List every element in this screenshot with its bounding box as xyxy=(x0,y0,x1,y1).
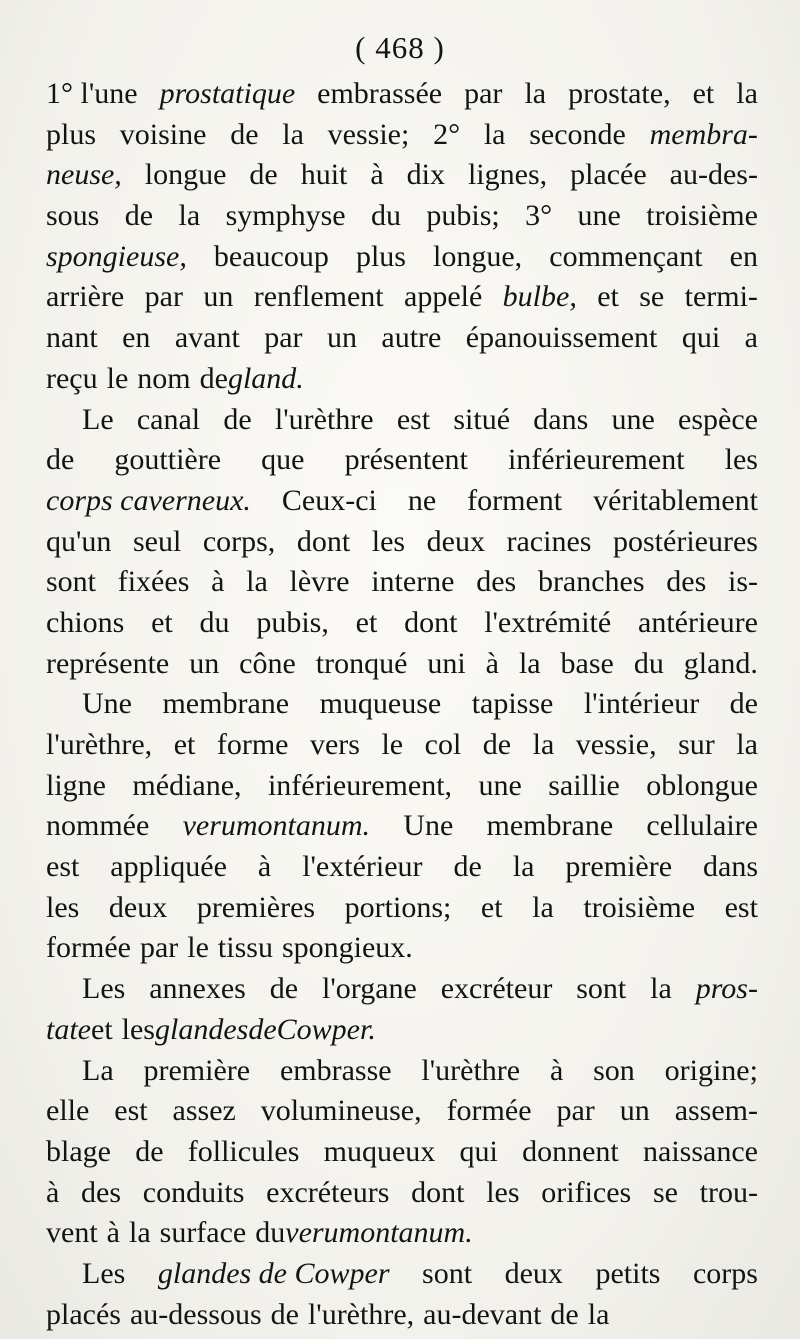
word: espèce xyxy=(678,402,758,436)
text-line xyxy=(46,725,758,766)
italic-word: spongieuse, xyxy=(46,239,187,273)
word: nommée xyxy=(46,809,150,843)
text-line xyxy=(46,1051,758,1092)
word: muqueuse xyxy=(319,687,442,721)
text-line xyxy=(46,318,758,359)
word: l'urèthre, xyxy=(46,728,153,761)
italic-word: verumontanum. xyxy=(182,809,371,843)
word: orifices xyxy=(541,1175,632,1209)
word: petits xyxy=(595,1256,661,1290)
word: de xyxy=(223,402,252,436)
text-line xyxy=(46,237,758,278)
word: situé xyxy=(453,402,511,436)
word: est xyxy=(114,1094,148,1128)
word: représente xyxy=(46,646,170,680)
word: qui xyxy=(459,1134,498,1168)
word: membrane xyxy=(162,687,290,721)
word: par xyxy=(464,77,503,110)
word: reçu xyxy=(46,361,98,395)
text-line xyxy=(46,115,758,156)
word: la xyxy=(736,77,758,110)
word: tronqué xyxy=(315,646,408,680)
word: l'urèthre, xyxy=(307,1297,415,1331)
word: placés xyxy=(46,1297,121,1331)
word: Les xyxy=(82,972,126,1006)
word: des xyxy=(476,565,517,599)
word: vessie; xyxy=(327,117,410,151)
word: premières xyxy=(196,890,316,924)
word: de xyxy=(453,850,482,884)
word: les xyxy=(46,890,80,924)
word: embrassée xyxy=(317,77,443,110)
word: en xyxy=(122,321,151,355)
word: un xyxy=(189,646,220,680)
word: de xyxy=(482,728,512,761)
word: cône xyxy=(239,646,296,680)
word: à xyxy=(370,158,384,192)
italic-word: bulbe, xyxy=(502,280,577,314)
word: de xyxy=(230,117,259,151)
word: et xyxy=(597,280,619,314)
text-line xyxy=(46,603,758,644)
italic-word: tate xyxy=(46,1012,91,1046)
word: La xyxy=(82,1053,114,1087)
word: du xyxy=(255,1216,286,1250)
word: col xyxy=(424,728,462,761)
word: Une xyxy=(82,687,132,721)
word: son xyxy=(593,1053,635,1087)
word: troisième xyxy=(583,890,696,924)
word: du xyxy=(633,646,664,680)
text-line xyxy=(46,1295,758,1336)
word: commençant xyxy=(549,239,703,273)
text-line xyxy=(46,155,758,196)
word: nant xyxy=(46,321,98,355)
word: première xyxy=(143,1053,251,1087)
word: et xyxy=(173,728,196,761)
word: membrane xyxy=(486,809,614,843)
word: formée xyxy=(46,931,131,965)
word: la xyxy=(518,646,541,680)
italic-word: de xyxy=(248,1012,277,1046)
word: l'urèthre xyxy=(421,1053,521,1087)
text-line xyxy=(46,847,758,888)
word: avant xyxy=(174,321,240,355)
word: longue xyxy=(144,158,227,192)
word: un xyxy=(203,280,234,314)
word: à xyxy=(106,1216,120,1250)
word: Une xyxy=(403,809,454,843)
word: est xyxy=(724,890,758,924)
word: la xyxy=(587,1297,610,1331)
word: surface xyxy=(159,1216,247,1250)
word: qui xyxy=(681,321,721,355)
word: de xyxy=(46,443,75,477)
word: des xyxy=(81,1175,122,1209)
text-line xyxy=(46,481,758,522)
word: gouttière xyxy=(114,443,222,477)
word: donnent xyxy=(522,1134,619,1168)
word: portions; xyxy=(344,890,452,924)
word: postérieures xyxy=(613,524,758,558)
word: et xyxy=(91,1012,113,1046)
word: de xyxy=(729,687,758,721)
word: embrasse xyxy=(279,1053,392,1087)
word: dans xyxy=(703,850,758,884)
word: dont xyxy=(296,524,351,558)
word: deux xyxy=(108,890,168,924)
word: corps xyxy=(692,1256,758,1290)
word: présentent xyxy=(344,443,468,477)
text-line xyxy=(46,888,758,929)
text-line xyxy=(46,1132,758,1173)
word: les xyxy=(486,1175,520,1209)
word: canal xyxy=(136,402,201,436)
text-line xyxy=(46,1213,758,1254)
word: à xyxy=(211,565,225,599)
word: la xyxy=(246,565,268,599)
word: forment xyxy=(467,483,563,517)
word: la xyxy=(128,1216,151,1250)
word: la xyxy=(532,728,555,761)
text-line xyxy=(46,1091,758,1132)
word: l'urèthre xyxy=(274,402,374,436)
word: arrière xyxy=(46,280,125,314)
word: la xyxy=(524,77,547,110)
word: a xyxy=(744,321,758,355)
italic-word: membra- xyxy=(649,117,758,151)
word: l'intérieur xyxy=(583,687,700,721)
word: symphyse xyxy=(225,199,346,233)
word: appliquée xyxy=(110,850,227,884)
text-line xyxy=(46,1173,758,1214)
word: pubis, xyxy=(256,605,329,639)
italic-word: glandes de Cowper xyxy=(157,1256,390,1290)
word: termi- xyxy=(684,280,758,314)
word: deux xyxy=(426,524,485,558)
word: renflement xyxy=(253,280,384,314)
word: prostate, xyxy=(568,77,671,110)
word: deux xyxy=(504,1256,563,1290)
word: Les xyxy=(82,1256,126,1290)
word: corps, xyxy=(202,524,276,558)
word: une xyxy=(611,402,655,436)
word: excréteurs xyxy=(266,1175,390,1209)
word: sont xyxy=(576,972,627,1006)
text-line xyxy=(46,562,758,603)
text-line xyxy=(46,440,758,481)
word: oblongue xyxy=(646,768,758,802)
word: de xyxy=(270,1297,299,1331)
word: des xyxy=(666,565,707,599)
word: à xyxy=(257,850,272,884)
italic-word: prostatique xyxy=(159,77,296,110)
text-line xyxy=(46,196,758,237)
word: médiane, xyxy=(132,768,242,802)
word: de xyxy=(199,361,228,395)
word: par xyxy=(144,280,183,314)
word: fixées xyxy=(117,565,190,599)
italic-word: neuse, xyxy=(46,158,122,192)
word: est xyxy=(396,402,431,436)
word: forme xyxy=(216,728,289,761)
word: voisine xyxy=(119,117,207,151)
word: excréteur xyxy=(440,972,553,1006)
body-text xyxy=(46,74,758,1335)
italic-word: pros- xyxy=(695,972,758,1006)
word: lèvre xyxy=(289,565,350,599)
text-line xyxy=(46,928,758,969)
word: l'extérieur xyxy=(302,850,423,884)
text-line xyxy=(46,684,758,725)
word: de xyxy=(249,158,278,192)
word: l'extrémité xyxy=(484,605,612,639)
word: à xyxy=(46,1175,60,1209)
word: première xyxy=(565,850,673,884)
word: une xyxy=(478,768,522,802)
word: appelé xyxy=(404,280,483,314)
word: la xyxy=(532,890,554,924)
word: branches xyxy=(537,565,645,599)
word: au-devant xyxy=(423,1297,542,1331)
word: base xyxy=(560,646,614,680)
word: gland. xyxy=(683,646,758,680)
word: interne xyxy=(371,565,455,599)
word: dans xyxy=(533,402,589,436)
word: les xyxy=(724,443,758,477)
page-number: ( 468 ) xyxy=(355,30,445,65)
word: est xyxy=(46,850,80,884)
word: de xyxy=(550,1297,579,1331)
text-line xyxy=(46,359,758,400)
word: un xyxy=(326,321,357,355)
text-line xyxy=(46,644,758,685)
word: inférieurement, xyxy=(267,768,453,802)
word: Le xyxy=(82,402,114,436)
word: beaucoup xyxy=(213,239,329,273)
word: la xyxy=(483,117,506,151)
word: is- xyxy=(728,565,758,599)
word: seconde xyxy=(529,117,626,151)
word: épanouissement xyxy=(465,321,658,355)
word: le xyxy=(106,361,129,395)
word: les xyxy=(121,1012,155,1046)
word: vers xyxy=(309,728,360,761)
word: blage xyxy=(46,1134,111,1168)
word: autre xyxy=(381,321,442,355)
word: se xyxy=(652,1175,678,1209)
word: de xyxy=(135,1134,164,1168)
text-line xyxy=(46,522,758,563)
text-line xyxy=(46,766,758,807)
word: au-dessous xyxy=(129,1297,262,1331)
word: la xyxy=(736,728,758,761)
word: à xyxy=(485,646,499,680)
word: nom xyxy=(137,361,191,395)
word: placée xyxy=(570,158,647,192)
word: sous xyxy=(46,199,100,233)
word: ne xyxy=(407,483,437,517)
word: du xyxy=(199,605,230,639)
italic-word: verumontanum. xyxy=(285,1216,473,1250)
word: tissu xyxy=(217,931,273,965)
word: follicules xyxy=(187,1134,300,1168)
word: naissance xyxy=(643,1134,758,1168)
word: 1° l'une xyxy=(46,77,138,110)
word: huit xyxy=(300,158,348,192)
word: saillie xyxy=(548,768,620,802)
text-line xyxy=(46,1254,758,1295)
word: conduits xyxy=(142,1175,245,1209)
word: à xyxy=(549,1053,564,1087)
word: troisième xyxy=(646,199,758,233)
word: tapisse xyxy=(471,687,554,721)
word: la xyxy=(178,199,201,233)
word: 2° xyxy=(433,117,461,151)
italic-word: glandes xyxy=(154,1012,249,1046)
word: longue, xyxy=(433,239,523,273)
word: un xyxy=(619,1094,650,1128)
word: la xyxy=(650,972,672,1006)
word: formée xyxy=(446,1094,532,1128)
text-line xyxy=(46,277,758,318)
word: dont xyxy=(411,1175,465,1209)
word: les xyxy=(371,524,406,558)
word: inférieurement xyxy=(507,443,685,477)
word: en xyxy=(729,239,758,273)
word: seul xyxy=(132,524,182,558)
word: et xyxy=(355,605,378,639)
word: cellulaire xyxy=(646,809,758,843)
word: vent xyxy=(46,1216,98,1250)
word: Ceux-ci xyxy=(281,483,377,517)
word: dont xyxy=(404,605,458,639)
word: et xyxy=(151,605,173,639)
word: par xyxy=(556,1094,595,1128)
text-line xyxy=(46,400,758,441)
word: le xyxy=(187,931,209,965)
word: et xyxy=(480,890,503,924)
word: trou- xyxy=(699,1175,758,1209)
italic-word: corps caverneux. xyxy=(46,483,251,517)
word: dix xyxy=(406,158,445,192)
word: annexes xyxy=(149,972,246,1006)
italic-word: gland. xyxy=(227,361,304,395)
word: la xyxy=(512,850,535,884)
word: racines xyxy=(506,524,592,558)
word: du xyxy=(370,199,401,233)
word: vessie, xyxy=(575,728,657,761)
word: de xyxy=(124,199,154,233)
word: que xyxy=(261,443,305,477)
word: sur xyxy=(678,728,715,761)
word: sont xyxy=(46,565,97,599)
word: qu'un xyxy=(46,524,112,558)
italic-word: Cowper. xyxy=(276,1012,376,1046)
word: par xyxy=(264,321,303,355)
word: spongieux. xyxy=(281,931,413,965)
word: assez xyxy=(172,1094,236,1128)
word: véritablement xyxy=(593,483,758,517)
word: origine; xyxy=(664,1053,758,1087)
text-line xyxy=(46,74,758,115)
word: ligne xyxy=(46,768,106,802)
word: une xyxy=(577,199,621,233)
word: par xyxy=(139,931,179,965)
word: assem- xyxy=(674,1094,758,1128)
word: l'organe xyxy=(322,972,417,1006)
word: au-des- xyxy=(669,158,758,192)
word: lignes, xyxy=(467,158,548,192)
word: muqueux xyxy=(323,1134,436,1168)
word: le xyxy=(381,728,404,761)
text-line xyxy=(46,806,758,847)
word: plus xyxy=(355,239,406,273)
word: uni xyxy=(427,646,466,680)
word: pubis; xyxy=(426,199,500,233)
word: chions xyxy=(46,605,125,639)
word: sont xyxy=(422,1256,473,1290)
word: volumineuse, xyxy=(260,1094,422,1128)
word: de xyxy=(269,972,299,1006)
text-line xyxy=(46,969,758,1010)
word: antérieure xyxy=(638,605,758,639)
word: et xyxy=(692,77,715,110)
text-line xyxy=(46,1010,758,1051)
word: 3° xyxy=(525,199,553,233)
word: la xyxy=(282,117,304,151)
word: se xyxy=(639,280,665,314)
word: elle xyxy=(46,1094,90,1128)
word: plus xyxy=(46,117,97,151)
